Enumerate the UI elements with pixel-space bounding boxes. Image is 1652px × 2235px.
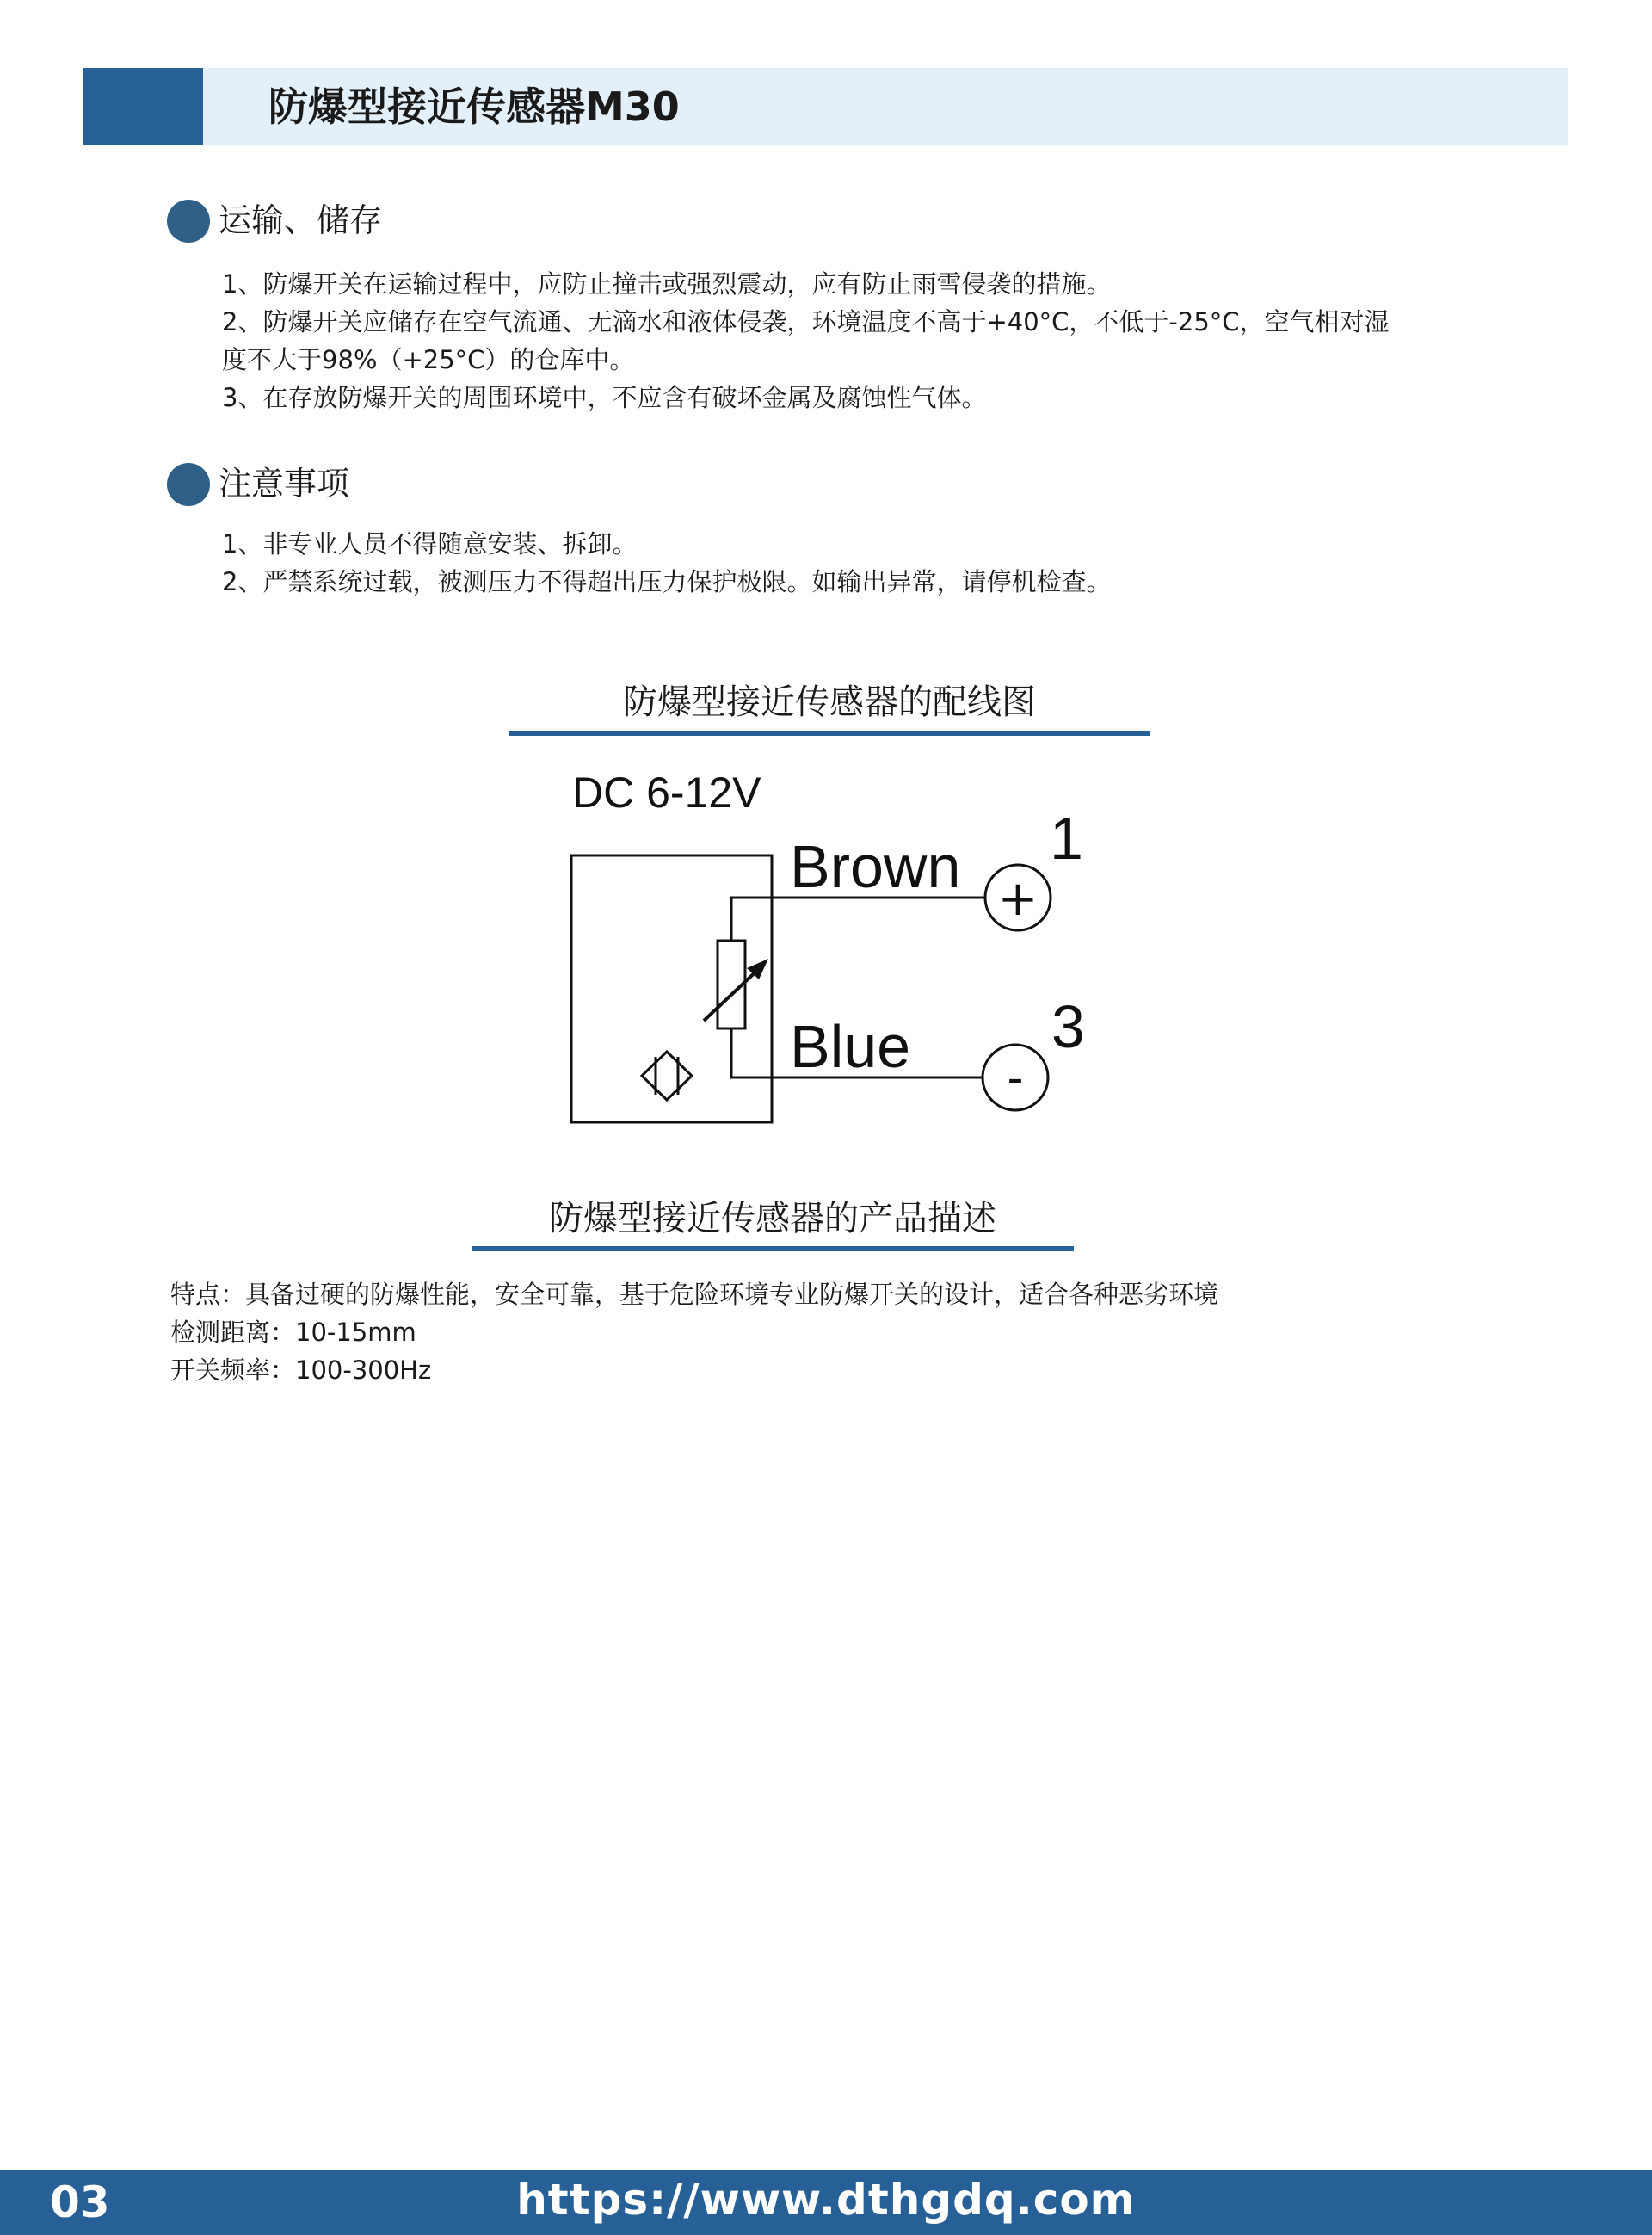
wire-blue-label: Blue	[790, 1013, 911, 1080]
paragraph-line: 1、非专业人员不得随意安装、拆卸。	[222, 529, 638, 559]
terminal-1-label: 1	[1050, 805, 1083, 872]
paragraph-line: 3、在存放防爆开关的周围环境中，不应含有破坏金属及腐蚀性气体。	[222, 383, 987, 412]
paragraph-line: 2、严禁系统过载，被测压力不得超出压力保护极限。如输出异常，请停机检查。	[222, 567, 1112, 596]
paragraph-line: 度不大于98%（+25°C）的仓库中。	[222, 345, 635, 374]
paragraph-line: 1、防爆开关在运输过程中，应防止撞击或强烈震动，应有防止雨雪侵袭的措施。	[222, 269, 1112, 299]
wiring-title: 防爆型接近传感器的配线图	[623, 682, 1036, 722]
wire-brown-label: Brown	[790, 833, 961, 900]
page-number: 03	[50, 2177, 110, 2227]
description-line: 开关频率：100-300Hz	[170, 1355, 432, 1385]
page-title: 防爆型接近传感器M30	[268, 83, 680, 130]
paragraph-line: 2、防爆开关应储存在空气流通、无滴水和液体侵袭，环境温度不高于+40°C，不低于-25°C，空气相对湿	[222, 307, 1390, 336]
positive-sign: +	[997, 871, 1039, 927]
terminal-3-label: 3	[1051, 993, 1085, 1060]
negative-sign: -	[1007, 1053, 1024, 1104]
description-title: 防爆型接近传感器的产品描述	[549, 1199, 996, 1238]
description-paragraph	[170, 1275, 1218, 1389]
section-title: 运输、储存	[219, 201, 383, 239]
description-line: 检测距离：10-15mm	[170, 1318, 416, 1347]
proximity-symbol-icon	[642, 1052, 692, 1100]
voltage-label: DC 6-12V	[572, 769, 761, 817]
description-title-underline	[472, 1246, 1074, 1251]
section-title: 注意事项	[219, 465, 350, 503]
description-line: 特点：具备过硬的防爆性能，安全可靠，基于危险环境专业防爆开关的设计，适合各种恶劣环境	[170, 1280, 1219, 1309]
footer-url-link[interactable]: https://www.dthgdq.com	[516, 2175, 1136, 2225]
